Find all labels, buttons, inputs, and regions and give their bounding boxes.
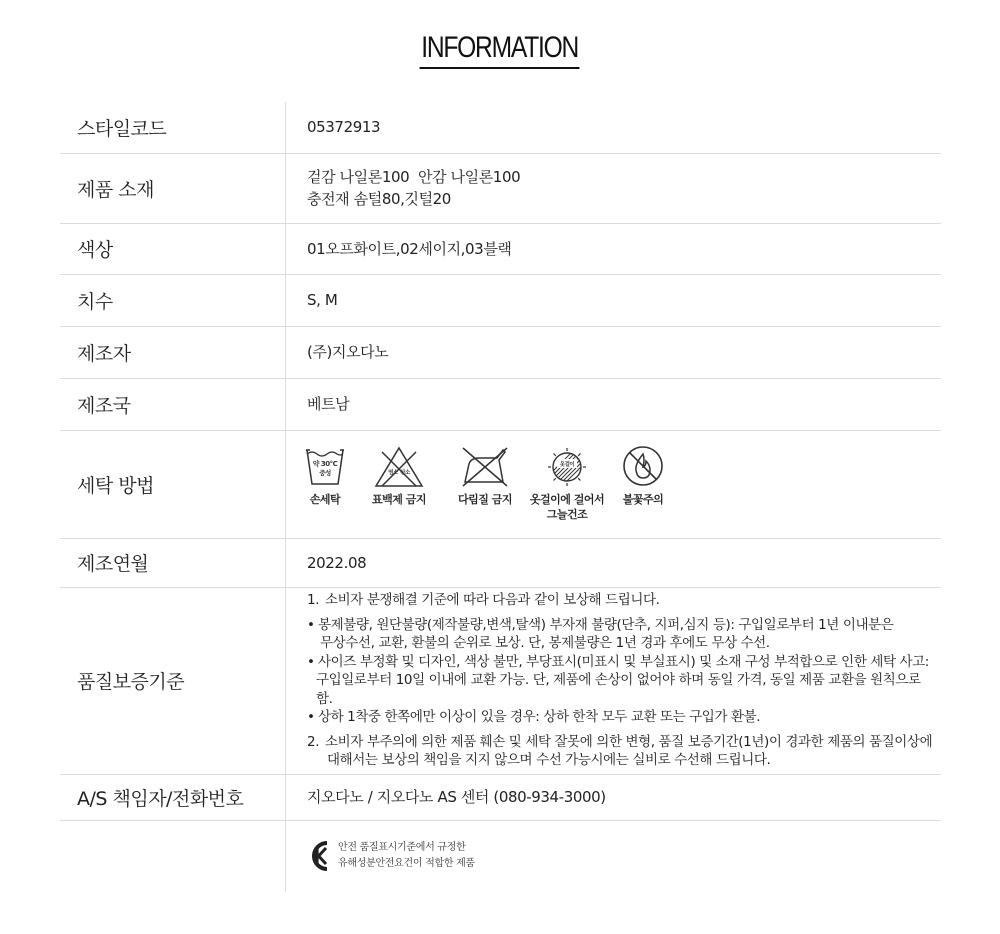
row-date [60, 538, 941, 587]
care-hang-dry [527, 446, 607, 522]
row-country [60, 378, 941, 430]
no-iron-icon [459, 446, 511, 488]
quality-item-1-text: 소비자 분쟁해결 기준에 따라 다음과 같이 보상해 드립니다. [325, 592, 660, 609]
quality-label: 품질보증기준 [60, 587, 286, 774]
care-caption-hang-dry-1: 옷걸이에 걸어서 [529, 493, 605, 506]
bullet-mark: • [307, 709, 315, 726]
kc-logo-icon [307, 839, 333, 873]
page-title: INFORMATION [420, 30, 580, 69]
care-caption-no-iron: 다림질 금지 [458, 493, 512, 506]
size-value: S, M [286, 274, 942, 326]
material-line-2: 충전재 솜털80,깃털20 [307, 190, 451, 208]
quality-bullet-3 [307, 708, 941, 727]
no-bleach-icon [373, 446, 425, 488]
country-value: 베트남 [286, 378, 942, 430]
kc-text-line-2: 유해성분안전요건이 적합한 제품 [338, 858, 475, 870]
care-no-bleach [369, 446, 429, 507]
quality-bullet-3-line-1: 상하 1착중 한쪽에만 이상이 있을 경우: 상하 한착 모두 교환 또는 구입가 환불. [318, 709, 761, 726]
no-bleach-chlorine: 염소 [388, 470, 398, 476]
style-code-label: 스타일코드 [60, 102, 286, 153]
quality-item-2-line-2: 대해서는 보상의 책임을 지지 않으며 수선 가능시에는 실비로 수선해 드립니다. [327, 752, 771, 769]
hand-wash-icon [304, 446, 346, 488]
color-value: 01오프화이트,02세이지,03블랙 [286, 223, 942, 274]
as-label: A/S 책임자/전화번호 [60, 774, 286, 820]
quality-item-2-number: 2. [307, 733, 320, 750]
maker-label: 제조자 [60, 326, 286, 378]
material-line-1: 겉감 나일론100 안감 나일론100 [307, 168, 521, 186]
row-washing [60, 430, 941, 538]
care-caption-hang-dry-2: 그늘건조 [546, 508, 588, 521]
hand-wash-temp: 약 30°C [312, 460, 338, 468]
row-maker [60, 326, 941, 378]
care-flame-caution [616, 446, 670, 507]
quality-item-1 [307, 591, 941, 610]
material-label: 제품 소재 [60, 153, 286, 223]
quality-item-2-line-1: 소비자 부주의에 의한 제품 훼손 및 세탁 잘못에 의한 변형, 품질 보증기간(1년)이 경과한 제품의 품질이상에 [325, 733, 933, 750]
row-as [60, 774, 941, 820]
row-quality [60, 587, 941, 774]
row-material [60, 153, 941, 223]
date-label: 제조연월 [60, 538, 286, 587]
washing-value [286, 430, 942, 538]
quality-value [286, 587, 942, 774]
row-style-code [60, 102, 941, 153]
size-label: 치수 [60, 274, 286, 326]
material-value [286, 153, 942, 223]
washing-label: 세탁 방법 [60, 430, 286, 538]
bullet-mark: • [307, 616, 315, 633]
as-value: 지오다노 / 지오다노 AS 센터 (080-934-3000) [286, 774, 942, 820]
hand-wash-neutral: 중성 [319, 469, 331, 477]
maker-value: (주)지오다노 [286, 326, 942, 378]
hang-dry-shade-icon [546, 446, 588, 488]
hang-dry-label: 옷걸이 [559, 462, 575, 468]
kc-mark [307, 839, 941, 873]
row-color [60, 223, 941, 274]
kc-text-line-1: 안전 품질표시기준에서 규정한 [338, 842, 466, 854]
care-no-iron [454, 446, 516, 507]
care-caption-hand-wash: 손세탁 [309, 493, 341, 506]
page-title-wrap [0, 30, 1000, 69]
quality-bullet-1-line-1: 봉제불량, 원단불량(제작불량,변색,탈색) 부자재 불량(단추, 지퍼,심지 등): 구입일로부터 1년 이내분은 [318, 616, 894, 633]
quality-item-2 [307, 733, 941, 770]
care-icons [307, 446, 941, 522]
flame-caution-icon [621, 446, 665, 488]
bullet-mark: • [307, 653, 315, 670]
quality-bullet-2-line-2: 구입일로부터 10일 이내에 교환 가능. 단, 제품에 손상이 없어야 하며 동일 가격, 동일 제품 교환을 원칙으로 함. [316, 672, 921, 707]
date-value: 2022.08 [286, 538, 942, 587]
care-hand-wash [304, 446, 346, 507]
style-code-value: 05372913 [286, 102, 942, 153]
kc-empty-label [60, 820, 286, 892]
country-label: 제조국 [60, 378, 286, 430]
row-kc [60, 820, 941, 892]
quality-bullet-2 [307, 653, 941, 709]
quality-bullet-2-line-1: 사이즈 부정확 및 디자인, 색상 불만, 부당표시(미표시 및 부실표시) 및 소재 구성 부적합으로 인한 세탁 사고: [318, 653, 929, 670]
row-size [60, 274, 941, 326]
kc-value [286, 820, 942, 892]
kc-text [338, 840, 475, 872]
care-caption-no-bleach: 표백제 금지 [372, 493, 426, 506]
no-bleach-oxygen: 산소 [400, 470, 410, 476]
info-table [60, 102, 941, 892]
quality-bullet-1 [307, 616, 941, 653]
color-label: 색상 [60, 223, 286, 274]
quality-text [307, 591, 941, 770]
quality-item-1-number: 1. [307, 592, 320, 609]
care-caption-flame: 불꽃주의 [622, 493, 664, 506]
quality-bullet-1-line-2: 무상수선, 교환, 환불의 순위로 보상. 단, 봉제불량은 1년 경과 후에도 무상 수선. [320, 635, 770, 652]
